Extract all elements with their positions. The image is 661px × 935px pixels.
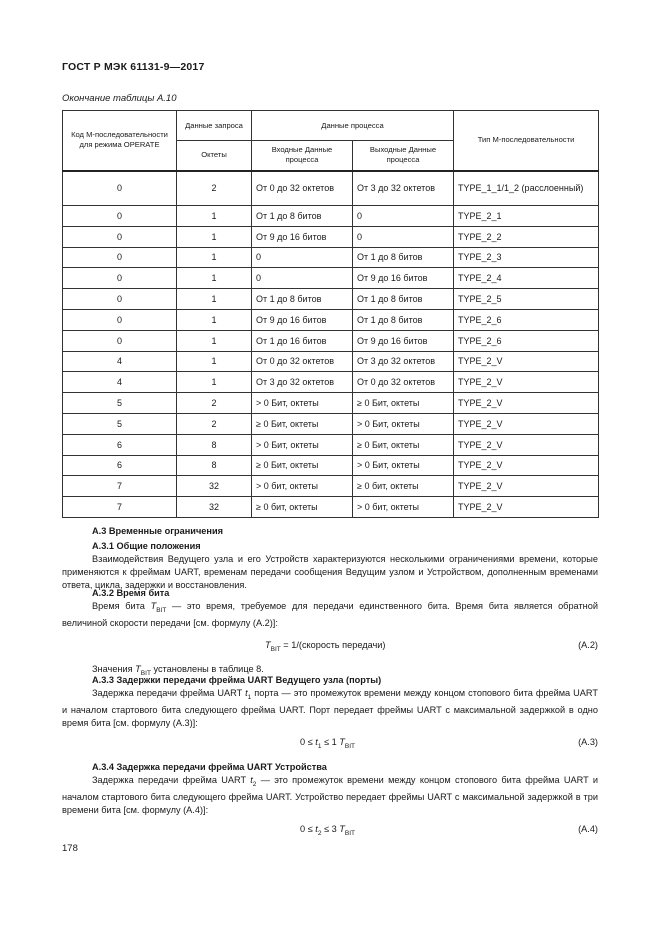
cell-code: 4 bbox=[63, 351, 177, 372]
cell-input: ≥ 0 Бит, октеты bbox=[252, 413, 353, 434]
cell-code: 0 bbox=[63, 268, 177, 289]
header-octets: Октеты bbox=[177, 141, 252, 171]
cell-output: > 0 Бит, октеты bbox=[353, 455, 454, 476]
cell-type: TYPE_2_V bbox=[454, 497, 599, 518]
cell-type: TYPE_2_V bbox=[454, 372, 599, 393]
table-row bbox=[63, 268, 599, 289]
paragraph-values: Значения $T_{BIT}$ установлены в таблице 8. bbox=[92, 664, 264, 677]
cell-type: TYPE_2_4 bbox=[454, 268, 599, 289]
cell-input: > 0 Бит, октеты bbox=[252, 393, 353, 414]
cell-output: ≥ 0 Бит, октеты bbox=[353, 434, 454, 455]
formula-a2: $T_{BIT}$ = 1/(скорость передачи) bbox=[265, 640, 386, 653]
cell-output: От 1 до 8 битов bbox=[353, 247, 454, 268]
page-number: 178 bbox=[62, 843, 78, 854]
table-caption: Окончание таблицы А.10 bbox=[62, 93, 177, 104]
cell-octets: 1 bbox=[177, 289, 252, 310]
cell-output: 0 bbox=[353, 226, 454, 247]
cell-octets: 2 bbox=[177, 413, 252, 434]
paragraph-a34: Задержка передачи фрейма UART $t_2$ — это промежуток времени между концом стопового бита фрейма UART и началом стартового бита следующего фрейма UART. Устройство передает фреймы UART с максимальной задержкой в три времени бита [см. формулу (А.4)]: bbox=[62, 775, 598, 815]
cell-output: От 3 до 32 октетов bbox=[353, 351, 454, 372]
cell-output: От 1 до 8 битов bbox=[353, 289, 454, 310]
header-output: Выходные Данные процесса bbox=[353, 141, 454, 171]
cell-input: > 0 бит, октеты bbox=[252, 476, 353, 497]
cell-type: TYPE_2_1 bbox=[454, 206, 599, 227]
cell-code: 0 bbox=[63, 171, 177, 206]
cell-code: 5 bbox=[63, 413, 177, 434]
cell-input: От 9 до 16 битов bbox=[252, 309, 353, 330]
formula-a3: $0 \le t_1 \le 1$ $T_{BIT}$ bbox=[300, 737, 356, 750]
cell-code: 7 bbox=[63, 497, 177, 518]
cell-input: От 3 до 32 октетов bbox=[252, 372, 353, 393]
cell-type: TYPE_1_1/1_2 (расслоенный) bbox=[454, 171, 599, 206]
cell-octets: 8 bbox=[177, 434, 252, 455]
paragraph-a32: Время бита $T_{BIT}$ — это время, требуемое для передачи единственного бита. Время бита является обратной величиной скорости передачи [см. формулу (А.2)]: bbox=[62, 601, 598, 628]
cell-type: TYPE_2_6 bbox=[454, 309, 599, 330]
header-input: Входные Данные процесса bbox=[252, 141, 353, 171]
cell-code: 0 bbox=[63, 247, 177, 268]
cell-output: От 9 до 16 битов bbox=[353, 268, 454, 289]
equation-number-a4: (А.4) bbox=[578, 824, 598, 834]
cell-code: 7 bbox=[63, 476, 177, 497]
table-row bbox=[63, 372, 599, 393]
cell-input: 0 bbox=[252, 247, 353, 268]
table-row bbox=[63, 289, 599, 310]
header-request: Данные запроса bbox=[177, 111, 252, 141]
header-process: Данные процесса bbox=[252, 111, 454, 141]
table-row bbox=[63, 497, 599, 518]
cell-code: 0 bbox=[63, 226, 177, 247]
cell-code: 5 bbox=[63, 393, 177, 414]
table-row bbox=[63, 171, 599, 206]
paragraph-a31: Взаимодействия Ведущего узла и его Устройств характеризуются несколькими ограничениями времени, которые применяются к фреймам UART, временам передачи сообщения Ведущим узлом и Устройством, дополненным временами ответа, цикла, задержки и восстановления. bbox=[62, 554, 598, 590]
cell-octets: 1 bbox=[177, 247, 252, 268]
cell-type: TYPE_2_6 bbox=[454, 330, 599, 351]
equation-number-a2: (А.2) bbox=[578, 640, 598, 650]
section-a34-heading: А.3.4 Задержка передачи фрейма UART Устройства bbox=[92, 762, 327, 772]
cell-type: TYPE_2_5 bbox=[454, 289, 599, 310]
table-row bbox=[63, 455, 599, 476]
table-row bbox=[63, 330, 599, 351]
table-row bbox=[63, 226, 599, 247]
cell-octets: 8 bbox=[177, 455, 252, 476]
cell-input: От 1 до 16 битов bbox=[252, 330, 353, 351]
table-row bbox=[63, 393, 599, 414]
cell-type: TYPE_2_V bbox=[454, 455, 599, 476]
table-row bbox=[63, 206, 599, 227]
header-type: Тип М-последовательности bbox=[454, 111, 599, 171]
cell-input: > 0 Бит, октеты bbox=[252, 434, 353, 455]
equation-number-a3: (А.3) bbox=[578, 737, 598, 747]
cell-code: 0 bbox=[63, 206, 177, 227]
table-row bbox=[63, 413, 599, 434]
cell-octets: 1 bbox=[177, 268, 252, 289]
cell-input: От 9 до 16 битов bbox=[252, 226, 353, 247]
cell-type: TYPE_2_3 bbox=[454, 247, 599, 268]
cell-octets: 1 bbox=[177, 330, 252, 351]
cell-output: От 9 до 16 битов bbox=[353, 330, 454, 351]
cell-output: От 0 до 32 октетов bbox=[353, 372, 454, 393]
cell-octets: 1 bbox=[177, 206, 252, 227]
cell-output: От 3 до 32 октетов bbox=[353, 171, 454, 206]
cell-input: От 0 до 32 октетов bbox=[252, 171, 353, 206]
cell-code: 0 bbox=[63, 309, 177, 330]
cell-output: > 0 Бит, октеты bbox=[353, 413, 454, 434]
cell-code: 6 bbox=[63, 455, 177, 476]
table-body bbox=[63, 171, 599, 518]
header-code: Код М-последовательности для режима OPERATE bbox=[63, 111, 177, 171]
cell-code: 0 bbox=[63, 289, 177, 310]
formula-a4: $0 \le t_2 \le 3$ $T_{BIT}$ bbox=[300, 824, 356, 837]
table-row bbox=[63, 247, 599, 268]
document-header: ГОСТ Р МЭК 61131-9—2017 bbox=[62, 61, 205, 73]
cell-output: ≥ 0 Бит, октеты bbox=[353, 393, 454, 414]
section-a31-heading: А.3.1 Общие положения bbox=[92, 541, 201, 551]
cell-input: 0 bbox=[252, 268, 353, 289]
cell-code: 4 bbox=[63, 372, 177, 393]
cell-octets: 1 bbox=[177, 351, 252, 372]
cell-input: ≥ 0 Бит, октеты bbox=[252, 455, 353, 476]
cell-input: ≥ 0 бит, октеты bbox=[252, 497, 353, 518]
cell-code: 0 bbox=[63, 330, 177, 351]
cell-input: От 1 до 8 битов bbox=[252, 289, 353, 310]
cell-type: TYPE_2_V bbox=[454, 476, 599, 497]
cell-octets: 32 bbox=[177, 497, 252, 518]
cell-input: От 0 до 32 октетов bbox=[252, 351, 353, 372]
cell-octets: 1 bbox=[177, 372, 252, 393]
cell-type: TYPE_2_V bbox=[454, 393, 599, 414]
cell-output: 0 bbox=[353, 206, 454, 227]
table-row bbox=[63, 476, 599, 497]
cell-type: TYPE_2_2 bbox=[454, 226, 599, 247]
table-row bbox=[63, 309, 599, 330]
cell-type: TYPE_2_V bbox=[454, 413, 599, 434]
cell-type: TYPE_2_V bbox=[454, 434, 599, 455]
cell-octets: 2 bbox=[177, 393, 252, 414]
table-row bbox=[63, 434, 599, 455]
cell-octets: 1 bbox=[177, 226, 252, 247]
cell-octets: 1 bbox=[177, 309, 252, 330]
cell-output: ≥ 0 бит, октеты bbox=[353, 476, 454, 497]
cell-input: От 1 до 8 битов bbox=[252, 206, 353, 227]
section-a33-heading: А.3.3 Задержки передачи фрейма UART Ведущего узла (порты) bbox=[92, 675, 382, 685]
table-row bbox=[63, 351, 599, 372]
section-a32-heading: А.3.2 Время бита bbox=[92, 588, 170, 598]
data-table bbox=[62, 110, 599, 518]
cell-octets: 2 bbox=[177, 171, 252, 206]
cell-code: 6 bbox=[63, 434, 177, 455]
cell-octets: 32 bbox=[177, 476, 252, 497]
cell-output: > 0 бит, октеты bbox=[353, 497, 454, 518]
cell-type: TYPE_2_V bbox=[454, 351, 599, 372]
cell-output: От 1 до 8 битов bbox=[353, 309, 454, 330]
paragraph-a33: Задержка передачи фрейма UART $t_1$ порта — это промежуток времени между концом стопового бита фрейма UART и началом стартового бита следующего фрейма UART. Порт передает фреймы UART с максимальной задержкой в одно время бита [см. формулу (А.3)]: bbox=[62, 688, 599, 728]
section-a3-heading: А.3 Временные ограничения bbox=[92, 526, 223, 536]
